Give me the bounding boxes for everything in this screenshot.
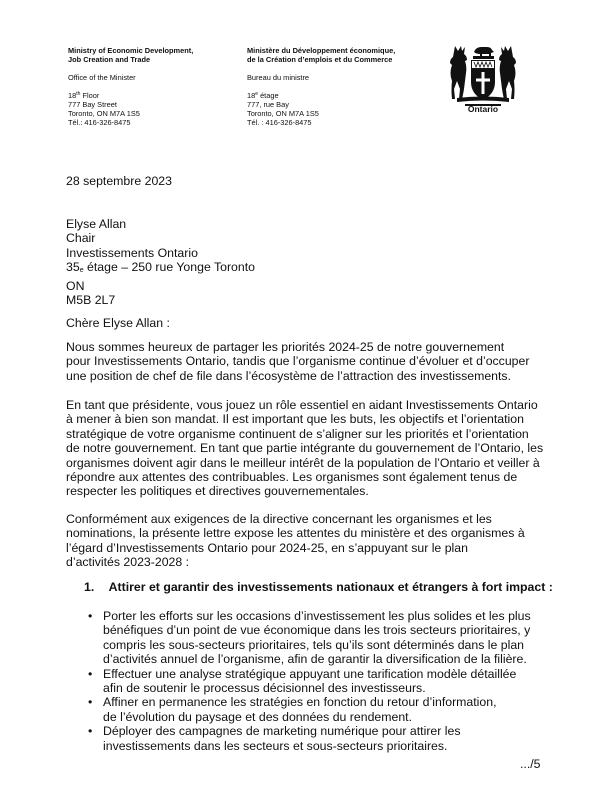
office-fr: Bureau du ministre: [247, 73, 310, 82]
recipient-postal-code: M5B 2L7: [66, 293, 116, 308]
city-fr: Toronto, ON M7A 1S5: [247, 109, 319, 118]
tel-fr: Tél. : 416-326-8475: [247, 118, 312, 127]
office-en: Office of the Minister: [68, 73, 136, 82]
tel-en: Tél.: 416-326-8475: [68, 118, 131, 127]
letter-date: 28 septembre 2023: [66, 174, 172, 188]
ministry-name-fr-2: de la Création d’emplois et du Commerce: [247, 55, 393, 64]
paragraph-line: d’activités 2023-2028 :: [66, 555, 190, 570]
paragraph-line: Nous sommes heureux de partager les priorités 2024-25 de notre gouvernement: [66, 340, 505, 354]
paragraph-directive: [66, 512, 525, 570]
bullet-icon: •: [88, 695, 93, 710]
paragraph-line: à mener à bien son mandat. Il est important que les buts, les objectifs et l’orientation: [66, 412, 524, 427]
recipient-organization: Investissements Ontario: [66, 245, 198, 260]
bullet-icon: •: [88, 724, 93, 739]
street-en: 777 Bay Street: [68, 100, 117, 109]
section-heading-1: [84, 580, 553, 594]
paragraph-line: En tant que présidente, vous jouez un rôle essentiel en aidant Investissements Ontario: [66, 398, 538, 412]
list-item: [88, 724, 531, 753]
paragraph-line: stratégique de votre organisme continuent de s’aligner sur les priorités et l’orientation: [66, 426, 529, 441]
paragraph-line: répondre aux attentes des contribuables. Les organismes sont également tenus de: [66, 470, 518, 485]
bullet-line: compris les sous-secteurs prioritaires, tels qu’ils sont déterminés dans le plan: [103, 637, 525, 652]
city-en: Toronto, ON M7A 1S5: [68, 109, 140, 118]
recipient-address: [66, 217, 255, 307]
paragraph-role: [66, 398, 543, 499]
paragraph-line: respecter les politiques et directives gouvernementales.: [66, 484, 369, 499]
floor-en: 18th Floor: [68, 91, 100, 100]
bullet-line: Affiner en permanence les stratégies en fonction du retour d’information,: [103, 695, 497, 710]
paragraph-line: pour Investissements Ontario, tandis que l’organisme continue d’évoluer et d’occuper: [66, 354, 530, 369]
bullet-line: investissements dans les secteurs et sous-secteurs prioritaires.: [103, 738, 448, 753]
page-indicator: .../5: [520, 757, 541, 771]
bullet-icon: •: [88, 609, 93, 623]
header-english: [68, 46, 238, 127]
bullet-list: [88, 609, 531, 753]
paragraph-line: nominations, la présente lettre expose les attentes du ministère et des organismes à: [66, 526, 525, 541]
bullet-line: Porter les efforts sur les occasions d’investissement les plus solides et les plus: [103, 609, 531, 623]
ministry-name-en-2: Job Creation and Trade: [68, 55, 151, 64]
paragraph-line: Conformément aux exigences de la directive concernant les organismes et les: [66, 512, 492, 526]
paragraph-line: l’égard d’Investissements Ontario pour 2024-25, en s’appuyant sur le plan: [66, 540, 468, 555]
list-item: [88, 695, 531, 724]
recipient-title: Chair: [66, 231, 96, 246]
street-fr: 777, rue Bay: [247, 100, 289, 109]
header-french: [247, 46, 437, 127]
floor-fr: 18e étage: [247, 91, 279, 100]
bullet-line: Déployer des campagnes de marketing numérique pour attirer les: [103, 724, 461, 739]
paragraph-line: une position de chef de file dans l’écosystème de l’attraction des investissements.: [66, 368, 511, 383]
salutation: Chère Elyse Allan :: [66, 316, 170, 330]
bullet-line: Effectuer une analyse stratégique appuyant une tarification modèle détaillée: [103, 666, 517, 681]
paragraph-line: de notre gouvernement. En tant que partie intégrante du gouvernement de l’Ontario, les: [66, 441, 544, 456]
ministry-name-en-1: Ministry of Economic Development,: [68, 46, 194, 55]
paragraph-intro: [66, 340, 529, 383]
bullet-line: de l’évolution du paysage et des données du rendement.: [103, 709, 413, 724]
section-title: Attirer et garantir des investissements nationaux et étrangers à fort impact :: [108, 580, 553, 594]
section-number: 1.: [84, 580, 95, 594]
paragraph-line: organismes doivent agir dans le meilleur intérêt de la population de l’Ontario et veiller à: [66, 455, 540, 470]
bullet-icon: •: [88, 666, 93, 681]
recipient-name: Elyse Allan: [66, 217, 127, 231]
list-item: [88, 666, 531, 696]
recipient-street: $35_e$ étage – 250 rue Yonge Toronto: [66, 260, 255, 275]
bullet-line: d’activités annuel de l’organisme, afin de garantir la diversification de la filière.: [103, 652, 527, 667]
bullet-line: bénéfiques d’un point de vue économique dans les trois secteurs prioritaires, y: [103, 623, 531, 638]
list-item: [88, 609, 531, 667]
bullet-line: afin de soutenir le processus décisionnel des investisseurs.: [103, 681, 426, 696]
ontario-wordmark: Ontario: [467, 104, 499, 114]
recipient-province: ON: [66, 278, 85, 293]
ministry-name-fr-1: Ministère du Développement économique,: [247, 46, 396, 55]
